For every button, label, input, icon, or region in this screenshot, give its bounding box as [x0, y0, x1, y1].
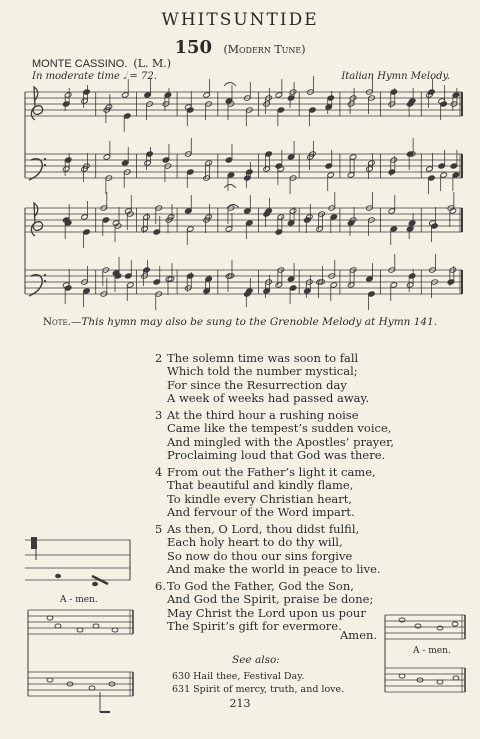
verse-line: A week of weeks had passed away.: [167, 391, 370, 406]
verse: [155, 580, 373, 634]
verse: [155, 466, 376, 520]
verse-line: So now do thou our sins forgive: [167, 548, 353, 563]
bass-clef: [29, 159, 42, 180]
note-head: [47, 678, 53, 682]
note-head: [112, 628, 118, 632]
bass-clef-dot: [44, 164, 46, 166]
verse: [155, 409, 394, 463]
see-also-item: 630 Hail thee, Festival Day.: [172, 671, 305, 682]
bass-clef-dot: [44, 274, 46, 276]
verse-line: And make the world in peace to live.: [167, 562, 381, 577]
bass-clef: [29, 275, 42, 296]
note-head: [89, 686, 95, 690]
bass-clef-dot: [44, 280, 46, 282]
melody-source: Italian Hymn Melody.: [341, 71, 450, 82]
verse-line: May Christ the Lord upon us pour: [167, 605, 366, 620]
note-head: [415, 624, 421, 628]
footnote-prefix: Note.: [42, 316, 71, 328]
note-head: [453, 676, 459, 680]
note-head: [452, 622, 458, 626]
note-head: [92, 582, 98, 586]
fermata: [224, 185, 236, 189]
note-head: [55, 574, 61, 578]
amen: Amen.: [340, 628, 378, 642]
verse-line: That beautiful and kindly flame,: [167, 478, 354, 493]
tempo-text: In moderate time: [32, 71, 120, 82]
tune-label: (Modern Tune): [223, 43, 306, 56]
verse-line: And mingled with the Apostles’ prayer,: [167, 434, 394, 449]
see-also-label: See also:: [232, 654, 280, 666]
note-head: [399, 674, 405, 678]
tune-name: MONTE CASSINO.: [32, 58, 128, 70]
verse-line: As then, O Lord, thou didst fulfil,: [167, 522, 360, 536]
note-head: [55, 624, 61, 628]
verse-line: Proclaiming loud that God was there.: [167, 448, 386, 463]
amen-left-label: A - men.: [60, 595, 98, 605]
verse-number: 3: [155, 408, 163, 422]
verse-line: And fervour of the Word impart.: [167, 505, 355, 520]
verse-line: And God the Spirit, praise be done;: [167, 592, 374, 607]
verse-line: At the third hour a rushing noise: [167, 408, 359, 422]
see-also-item: 631 Spirit of mercy, truth, and love.: [172, 684, 345, 695]
verse-line: For since the Resurrection day: [167, 377, 347, 392]
tempo-mark: 𝅗𝅥 = 72.: [123, 71, 157, 82]
footnote-text: —This hymn may also be sung to the Grenoble Melody at Hymn 141.: [70, 316, 438, 328]
verse-line: Which told the number mystical;: [167, 364, 358, 379]
fermata: [224, 83, 236, 87]
section-title: WHITSUNTIDE: [161, 10, 319, 30]
hymn-number: 150: [174, 37, 213, 58]
footnote: [0, 316, 480, 328]
verse: [155, 352, 369, 406]
note-head: [437, 680, 443, 684]
verse-line: Each holy heart to do thy will,: [167, 535, 343, 550]
note-head: [437, 626, 443, 630]
note-head: [47, 616, 53, 620]
verse-line: The Spirit’s gift for evermore.: [167, 619, 342, 634]
verse-line: Came like the tempest’s sudden voice,: [167, 421, 392, 436]
verse-line: To kindle every Christian heart,: [167, 491, 353, 506]
note-head: [399, 618, 405, 622]
verse-number: 2: [155, 351, 163, 365]
verse-number: 6.: [155, 579, 166, 593]
verse-line: To God the Father, God the Son,: [167, 579, 354, 593]
bass-clef-dot: [44, 158, 46, 160]
verse-number: 4: [155, 465, 163, 479]
verse-number: 5: [155, 522, 163, 536]
note-head: [93, 624, 99, 628]
amen-right-label: A - men.: [413, 646, 451, 656]
page-number: 213: [229, 697, 251, 710]
verse-line: The solemn time was soon to fall: [167, 351, 359, 365]
verse: [155, 523, 381, 577]
meter: (L. M.): [133, 57, 172, 70]
note-head: [77, 628, 83, 632]
verse-line: From out the Father’s light it came,: [167, 465, 376, 479]
